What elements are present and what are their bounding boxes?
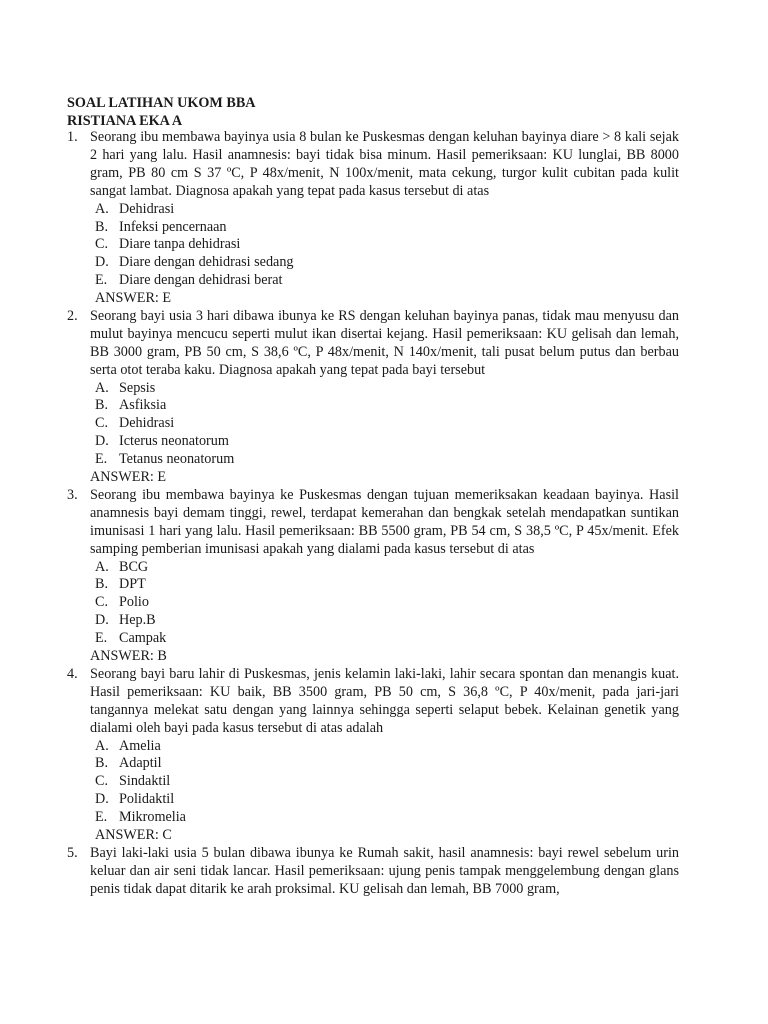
- option-letter: A.: [95, 558, 109, 575]
- question-4: [67, 666, 679, 845]
- document-title: SOAL LATIHAN UKOM BBA: [67, 95, 256, 111]
- option-letter: C.: [95, 594, 109, 611]
- option-text: Dehidrasi: [119, 415, 175, 432]
- option-text: Asfiksia: [119, 397, 167, 414]
- option-letter: A.: [95, 379, 109, 396]
- option-letter: E.: [95, 451, 108, 468]
- question-5: [67, 845, 679, 899]
- option-e: [95, 630, 679, 648]
- option-text: Infeksi pencernaan: [119, 218, 227, 235]
- question-number: 1.: [67, 129, 78, 145]
- option-text: Diare tanpa dehidrasi: [119, 236, 241, 253]
- option-text: Dehidrasi: [119, 200, 175, 217]
- option-a: [95, 201, 679, 219]
- option-a: [95, 738, 679, 756]
- option-letter: A.: [95, 200, 109, 217]
- option-e: [95, 272, 679, 290]
- question-number: 5.: [67, 844, 78, 861]
- option-d: [95, 254, 679, 272]
- option-letter: C.: [95, 773, 109, 790]
- option-text: Amelia: [119, 737, 161, 754]
- question-number: 4.: [67, 665, 78, 682]
- answer-line: ANSWER: E: [95, 290, 172, 307]
- option-text: Campak: [119, 630, 167, 647]
- document-header: [67, 95, 687, 131]
- option-letter: E.: [95, 809, 108, 826]
- question-2: [67, 308, 679, 487]
- option-letter: B.: [95, 576, 109, 593]
- option-letter: E.: [95, 630, 108, 647]
- option-text: Hep.B: [119, 612, 156, 629]
- option-text: Diare dengan dehidrasi sedang: [119, 254, 294, 271]
- option-text: Polio: [119, 594, 149, 611]
- option-e: [95, 809, 679, 827]
- option-d: [95, 612, 679, 630]
- option-a: [95, 380, 679, 398]
- option-text: DPT: [119, 576, 146, 593]
- option-text: Tetanus neonatorum: [119, 451, 235, 468]
- option-text: Polidaktil: [119, 791, 175, 808]
- option-letter: C.: [95, 415, 109, 432]
- option-letter: D.: [95, 254, 109, 271]
- option-text: Mikromelia: [119, 809, 186, 826]
- option-c: [95, 236, 679, 254]
- option-letter: B.: [95, 397, 109, 414]
- option-d: [95, 433, 679, 451]
- option-text: Sindaktil: [119, 773, 171, 790]
- option-letter: B.: [95, 218, 109, 235]
- answer-line: ANSWER: E: [90, 469, 167, 486]
- question-3: [67, 487, 679, 666]
- option-text: BCG: [119, 558, 149, 575]
- question-number: 2.: [67, 307, 78, 324]
- option-d: [95, 791, 679, 809]
- question-text: Bayi laki-laki usia 5 bulan dibawa ibunya ke Rumah sakit, hasil anamnesis: bayi rewel sebelum urin keluar dan air seni tidak lancar. Hasil pemeriksaan: ujung penis tampak menggelembung dengan glans penis tidak dapat ditarik ke arah proksimal. KU gelisah dan lemah, BB 7000 gram,: [90, 844, 679, 897]
- question-number: 3.: [67, 486, 78, 503]
- option-text: Diare dengan dehidrasi berat: [119, 272, 283, 289]
- option-c: [95, 594, 679, 612]
- answer-line: ANSWER: B: [90, 648, 167, 665]
- option-letter: D.: [95, 612, 109, 629]
- question-text: Seorang ibu membawa bayinya ke Puskesmas dengan tujuan memeriksakan keadaan bayinya. Hasil anamnesis bayi demam tinggi, rewel, terdapat kemerahan dan bengkak setelah mendapatkan suntikan imunisasi 1 hari yang lalu. Hasil pemeriksaan: BB 5500 gram, PB 54 cm, S 38,5 ºC, P 45x/menit. Efek samping pemberian imunisasi apakah yang dialami pada kasus tersebut di atas: [90, 486, 679, 557]
- option-e: [95, 451, 679, 469]
- option-letter: E.: [95, 272, 108, 289]
- option-text: Sepsis: [119, 379, 156, 396]
- option-letter: D.: [95, 433, 109, 450]
- option-c: [95, 415, 679, 433]
- option-list: [95, 738, 679, 827]
- question-text: Seorang bayi baru lahir di Puskesmas, jenis kelamin laki-laki, lahir secara spontan dan menangis kuat. Hasil pemeriksaan: KU baik, BB 3500 gram, PB 50 cm, S 36,8 ºC, P 40x/menit, pada jari-jari tangannya melekat satu dengan yang lainnya sehingga seperti selaput bebek. Kelainan genetik yang dialami oleh bayi pada kasus tersebut di atas adalah: [90, 665, 679, 736]
- option-c: [95, 773, 679, 791]
- option-letter: B.: [95, 755, 109, 772]
- option-a: [95, 559, 679, 577]
- option-b: [95, 576, 679, 594]
- option-letter: A.: [95, 737, 109, 754]
- option-list: [95, 559, 679, 648]
- option-b: [95, 219, 679, 237]
- option-letter: D.: [95, 791, 109, 808]
- question-text: Seorang ibu membawa bayinya usia 8 bulan ke Puskesmas dengan keluhan bayinya diare > 8 kali sejak 2 hari yang lalu. Hasil anamnesis: bayi tidak bisa minum. Hasil pemeriksaan: KU lunglai, BB 8000 gram, PB 80 cm S 37 ºC, P 48x/menit, N 100x/menit, mata cekung, turgor kulit cubitan pada kulit sangat lambat. Diagnosa apakah yang tepat pada kasus tersebut di atas: [90, 129, 679, 199]
- option-text: Icterus neonatorum: [119, 433, 229, 450]
- question-list: [67, 129, 679, 899]
- option-b: [95, 397, 679, 415]
- option-list: [95, 380, 679, 469]
- document-author: RISTIANA EKA A: [67, 113, 183, 129]
- option-list: [95, 201, 679, 290]
- option-text: Adaptil: [119, 755, 162, 772]
- answer-line: ANSWER: C: [95, 826, 172, 843]
- option-b: [95, 755, 679, 773]
- option-letter: C.: [95, 236, 109, 253]
- question-1: [67, 129, 679, 308]
- question-text: Seorang bayi usia 3 hari dibawa ibunya ke RS dengan keluhan bayinya panas, tidak mau menyusu dan mulut bayinya mencucu seperti mulut ikan disertai kejang. Hasil pemeriksaan: KU gelisah dan lemah, BB 3000 gram, PB 50 cm, S 38,6 ºC, P 48x/menit, N 140x/menit, tali pusat belum putus dan berbau serta otot teraba kaku. Diagnosa apakah yang tepat pada bayi tersebut: [90, 307, 679, 378]
